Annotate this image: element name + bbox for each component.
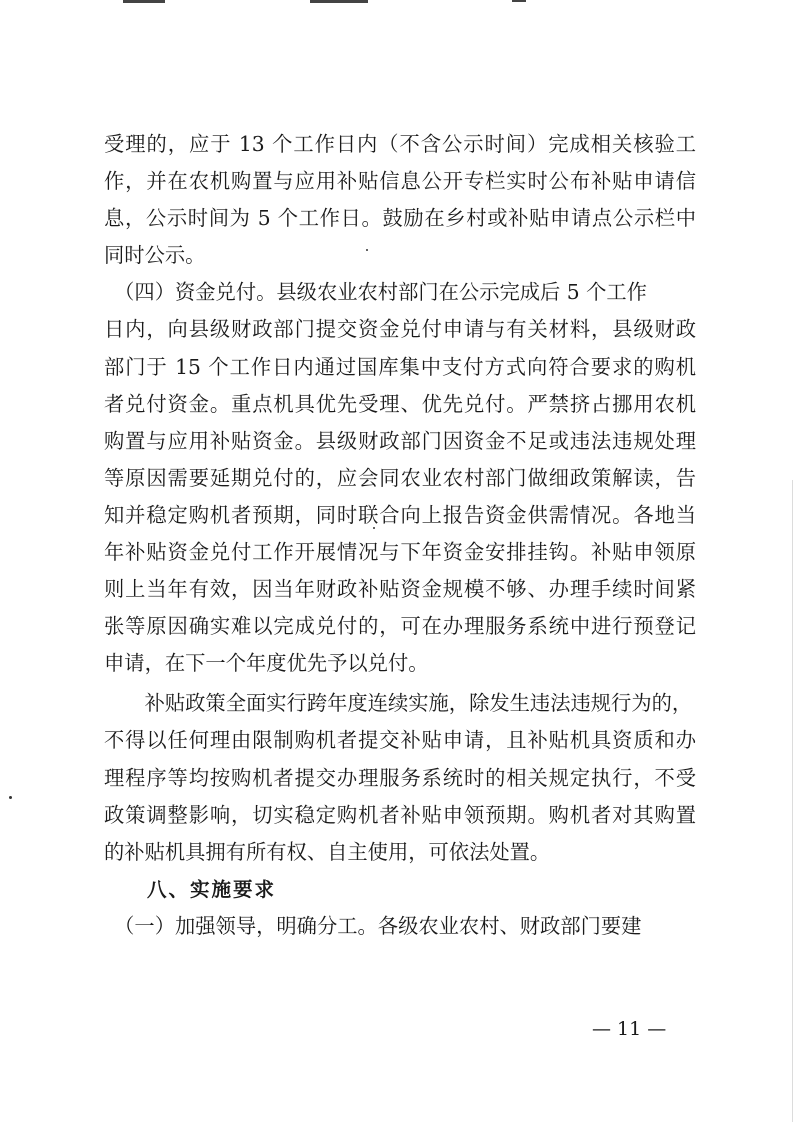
scan-artifact [512, 0, 526, 2]
text-line: 等原因需要延期兑付的，应会同农业农村部门做细政策解读，告 [104, 465, 696, 490]
text-line: 部门于 15 个工作日内通过国库集中支付方式向符合要求的购机 [104, 354, 696, 379]
text-line: 作，并在农机购置与应用补贴信息公开专栏实时公布补贴申请信 [104, 169, 696, 194]
scan-artifact [310, 0, 368, 3]
text-line: 者兑付资金。重点机具优先受理、优先兑付。严禁挤占挪用农机 [104, 391, 696, 416]
page-number: — 11 — [592, 1018, 667, 1040]
text-line: 知并稳定购机者预期，同时联合向上报告资金供需情况。各地当 [104, 502, 696, 527]
text-line: 理程序等均按购机者提交办理服务系统时的相关规定执行，不受 [104, 765, 696, 790]
text-line: 则上当年有效，因当年财政补贴资金规模不够、办理手续时间紧 [104, 577, 696, 602]
text-line: 不得以任何理由限制购机者提交补贴申请，且补贴机具资质和办 [104, 728, 696, 753]
text-line: 年补贴资金兑付工作开展情况与下年资金安排挂钩。补贴申领原 [104, 540, 696, 565]
text-line: （四）资金兑付。县级农业农村部门在公示完成后 5 个工作 [104, 280, 647, 305]
paragraph-fund-payment [104, 274, 696, 685]
paragraph-continuous-policy [104, 685, 696, 870]
text-line: 同时公示。 [104, 243, 206, 268]
section-heading: 八、实施要求 [104, 877, 277, 901]
text-line: 政策调整影响，切实稳定购机者补贴申领预期。购机者对其购置 [104, 802, 696, 827]
text-line: 补贴政策全面实行跨年度连续实施，除发生违法违规行为的， [104, 691, 693, 716]
text-line: （一）加强领导，明确分工。各级农业农村、财政部门要建 [104, 913, 642, 938]
text-line: 的补贴机具拥有所有权、自主使用，可依法处置。 [104, 839, 551, 864]
paragraph-verification [104, 126, 696, 274]
text-line: 申请，在下一个年度优先予以兑付。 [104, 651, 429, 676]
text-line: 受理的，应于 13 个工作日内（不含公示时间）完成相关核验工 [104, 132, 696, 156]
body-text [104, 126, 696, 945]
text-line: 日内，向县级财政部门提交资金兑付申请与有关材料，县级财政 [104, 317, 696, 342]
scan-speck [9, 796, 12, 799]
scan-artifact [123, 0, 165, 3]
text-line: 张等原因确实难以完成兑付的，可在办理服务系统中进行预登记 [104, 614, 696, 639]
text-line: 息，公示时间为 5 个工作日。鼓励在乡村或补贴申请点公示栏中 [104, 206, 696, 231]
text-line: 购置与应用补贴资金。县级财政部门因资金不足或违法违规处理 [104, 428, 696, 453]
